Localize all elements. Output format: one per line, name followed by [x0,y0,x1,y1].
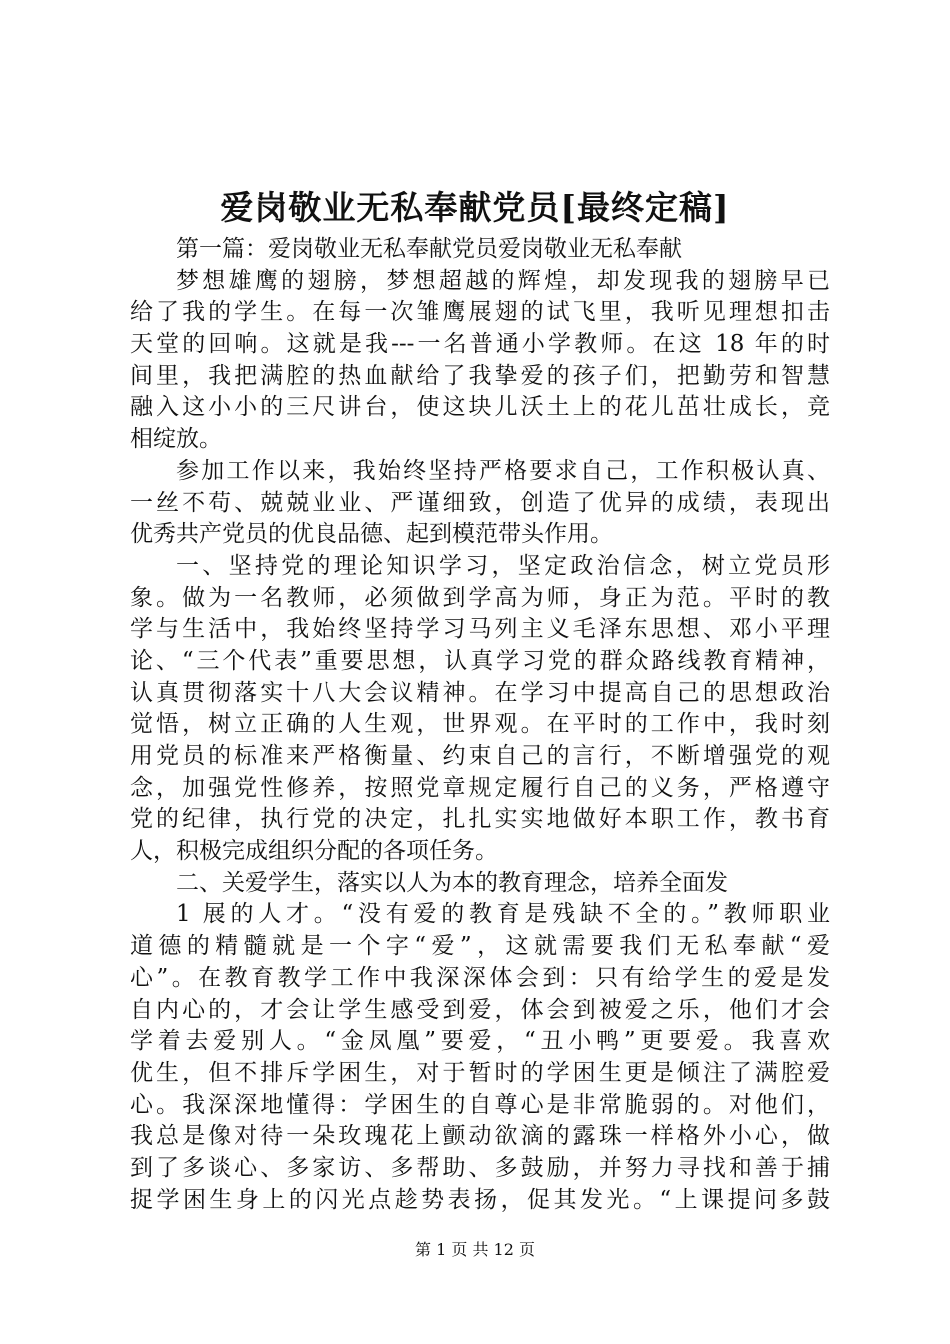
text-line: 党的纪律，执行党的决定，扎扎实实地做好本职工作，教书育 [130,806,830,833]
text-line: 念，加强党性修养，按照党章规定履行自己的义务，严格遵守 [130,774,830,801]
text-line: 学与生活中，我始终坚持学习马列主义毛泽东思想、邓小平理 [130,616,830,643]
text-line: 道德的精髓就是一个字“爱”，这就需要我们无私奉献“爱 [130,933,830,960]
text-line: 自内心的，才会让学生感受到爱，体会到被爱之乐，他们才会 [130,996,830,1023]
page-footer: 第 1 页 共 12 页 [415,1240,535,1259]
text-line: 给了我的学生。在每一次雏鹰展翅的试飞里，我听见理想扣击 [130,299,830,326]
text-line: 1 展的人才。“没有爱的教育是残缺不全的。”教师职业 [176,901,830,928]
text-line: 一丝不苟、兢兢业业、严谨细致，创造了优异的成绩，表现出 [130,489,830,516]
text-line: 一、坚持党的理论知识学习，坚定政治信念，树立党员形 [176,552,830,579]
text-line: 融入这小小的三尺讲台，使这块儿沃土上的花儿茁壮成长，竞 [130,394,830,421]
text-line: 优秀共产党员的优良品德、起到模范带头作用。 [130,521,613,548]
text-line: 心。我深深地懂得：学困生的自尊心是非常脆弱的。对他们， [130,1091,830,1118]
text-line: 梦想雄鹰的翅膀，梦想超越的辉煌，却发现我的翅膀早已 [176,267,830,294]
text-line: 到了多谈心、多家访、多帮助、多鼓励，并努力寻找和善于捕 [130,1154,830,1181]
document-body [130,234,830,1216]
text-line: 二、关爱学生，落实以人为本的教育理念，培养全面发 [176,869,728,896]
text-line: 心”。在教育教学工作中我深深体会到：只有给学生的爱是发 [130,964,830,991]
text-line: 论、“三个代表”重要思想，认真学习党的群众路线教育精神， [130,647,830,674]
document-title: 爱岗敬业无私奉献党员[最终定稿] [220,188,730,227]
text-line: 用党员的标准来严格衡量、约束自己的言行，不断增强党的观 [130,743,830,769]
text-line: 学着去爱别人。“金凤凰”要爱，“丑小鸭”更要爱。我喜欢 [130,1028,830,1055]
text-line: 优生，但不排斥学困生，对于暂时的学困生更是倾注了满腔爱 [130,1059,830,1086]
text-line: 象。做为一名教师，必须做到学高为师，身正为范。平时的教 [130,584,830,611]
text-line: 间里，我把满腔的热血献给了我挚爱的孩子们，把勤劳和智慧 [130,362,830,389]
text-line: 捉学困生身上的闪光点趁势表扬，促其发光。“上课提问多鼓 [130,1186,830,1213]
text-line: 我总是像对待一朵玫瑰花上颤动欲滴的露珠一样格外小心，做 [130,1123,830,1150]
text-line: 觉悟，树立正确的人生观，世界观。在平时的工作中，我时刻 [130,711,830,738]
text-line: 相绽放。 [130,426,222,453]
text-line: 第一篇：爱岗敬业无私奉献党员爱岗敬业无私奉献 [176,236,682,262]
text-line: 认真贯彻落实十八大会议精神。在学习中提高自己的思想政治 [130,679,830,706]
text-line: 参加工作以来，我始终坚持严格要求自己，工作积极认真、 [176,457,830,484]
text-line: 人，积极完成组织分配的各项任务。 [130,838,498,865]
text-line: 天堂的回响。这就是我---一名普通小学教师。在这 18 年的时 [130,331,830,358]
